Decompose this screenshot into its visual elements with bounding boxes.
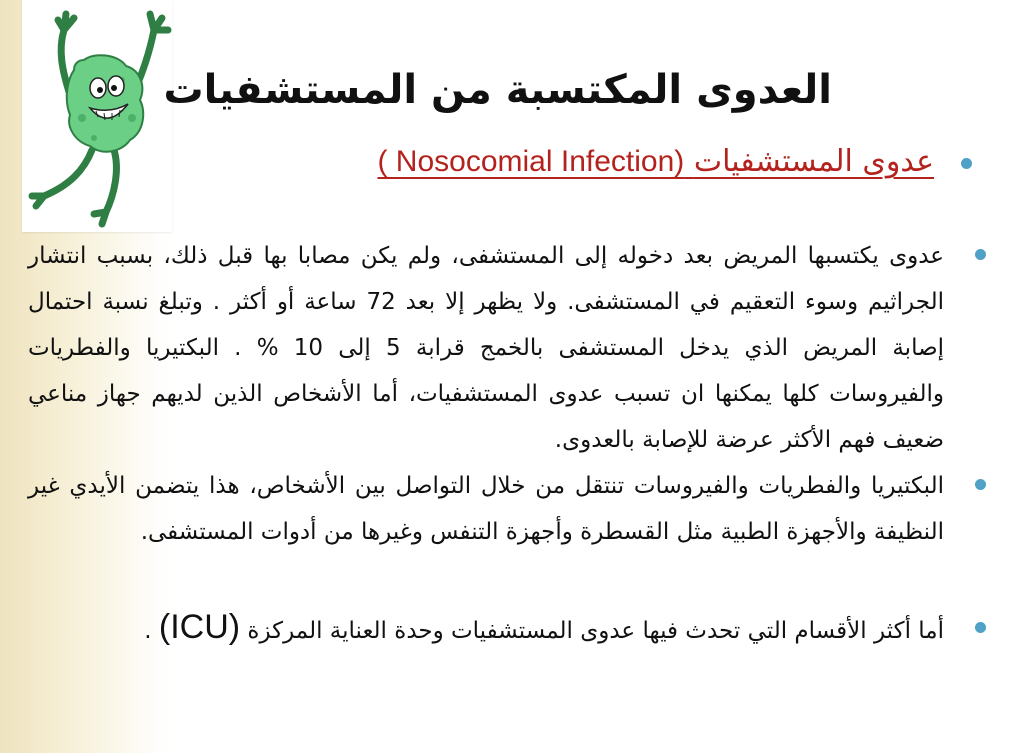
germ-illustration xyxy=(22,0,172,232)
subtitle-english: ( Nosocomial Infection) xyxy=(377,145,685,178)
germ-icon xyxy=(22,0,172,232)
paragraph-3-text xyxy=(28,604,944,654)
subtitle-text xyxy=(62,140,934,184)
paragraph-2-text: البكتيريا والفطريات والفيروسات تنتقل من خلال التواصل بين الأشخاص، هذا يتضمن الأيدي غير النظيفة والأجهزة الطبية مثل القسطرة وأجهزة التنفس وغيرها من أدوات المستشفى. xyxy=(28,473,944,545)
bullet-icon xyxy=(975,249,986,260)
paragraph-3 xyxy=(28,604,996,654)
bullet-icon xyxy=(975,622,986,633)
subtitle-arabic: عدوى المستشفيات xyxy=(693,144,934,179)
sentence-period: . xyxy=(144,618,152,644)
bullet-icon xyxy=(961,158,972,169)
paragraph-1 xyxy=(28,233,996,465)
paragraph-1-text: عدوى يكتسبها المريض بعد دخوله إلى المستشفى، ولم يكن مصابا بها قبل ذلك، بسبب انتشار الجراثيم وسوء التعقيم في المستشفى. ولا يظهر إلا بعد 72 ساعة أو أكثر . وتبلغ نسبة احتمال إصابة المريض الذي يدخل المستشفى بالخمج قرابة 5 إلى 10 % . البكتيريا والفطريات والفيروسات كلها يمكنها ان تسبب عدوى المستشفيات، أما الأشخاص الذين لديهم جهاز مناعي ضعيف فهم الأكثر عرضة للإصابة بالعدوى. xyxy=(28,243,944,453)
slide-title: العدوى المكتسبة من المستشفيات xyxy=(163,67,832,113)
icu-abbreviation: (ICU) xyxy=(158,608,241,646)
paragraph-2 xyxy=(28,463,996,603)
subtitle-item xyxy=(62,140,982,190)
icu-sentence: أما أكثر الأقسام التي تحدث فيها عدوى المستشفيات وحدة العناية المركزة xyxy=(247,618,944,644)
bullet-icon xyxy=(975,479,986,490)
